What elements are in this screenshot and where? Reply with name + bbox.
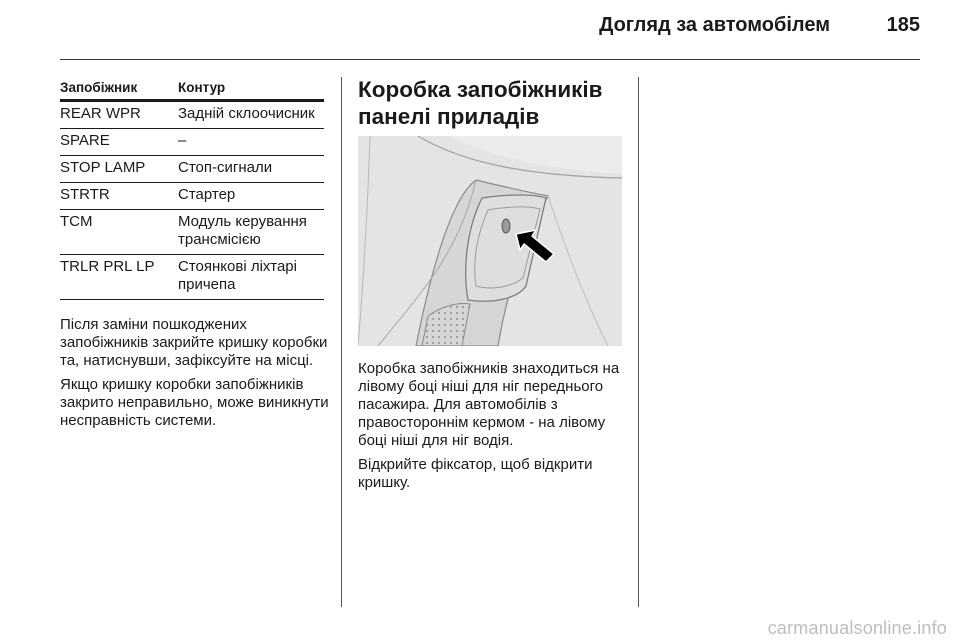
circuit-name: Стоп-сигнали (178, 159, 273, 176)
fuse-table (60, 78, 324, 300)
fuse-code: STRTR (60, 186, 110, 203)
paragraph-open-latch: Відкрийте фіксатор, щоб відкрити кришку. (358, 456, 593, 491)
paragraph-close-cover: Після заміни пошкоджених запобіжників закрийте кришку коробки та, натиснувши, зафіксуйте на місці. (60, 316, 328, 369)
section-body (358, 360, 628, 498)
table-row (60, 183, 324, 210)
section-heading: Коробка запобіжників панелі приладів (358, 77, 603, 129)
circuit-name: Стоянкові ліхтарі причепа (178, 258, 297, 293)
watermark: carmanualsonline.info (767, 618, 947, 638)
table-header-fuse: Запобіжник (60, 80, 138, 95)
table-row (60, 129, 324, 156)
column-divider-left (341, 77, 342, 607)
circuit-name: – (178, 132, 187, 149)
circuit-name: Модуль керування трансмісією (178, 213, 307, 248)
left-column-text (60, 316, 330, 436)
fuse-code: SPARE (60, 132, 110, 149)
header-rule (60, 59, 920, 60)
paragraph-cover-warning: Якщо кришку коробки запобіжників закрито неправильно, може виникнути несправність системи. (60, 376, 329, 429)
running-header-title: Догляд за автомобілем (599, 14, 830, 36)
fuse-code: STOP LAMP (60, 159, 146, 176)
page-number: 185 (886, 14, 920, 36)
table-header-circuit: Контур (178, 80, 226, 95)
table-row (60, 102, 324, 129)
paragraph-location: Коробка запобіжників знаходиться на лівому боці ніші для ніг переднього пасажира. Для автомобілів з правостороннім кермом - на лівому боці ніші для ніг водія. (358, 360, 620, 449)
fuse-code: TRLR PRL LP (60, 258, 155, 275)
table-row (60, 255, 324, 300)
circuit-name: Задній склоочисник (178, 105, 315, 122)
fuse-code: REAR WPR (60, 105, 141, 122)
table-header-row (60, 78, 324, 102)
circuit-name: Стартер (178, 186, 236, 203)
fuse-box-illustration (358, 136, 622, 346)
table-row (60, 156, 324, 183)
table-row (60, 210, 324, 255)
fuse-code: TCM (60, 213, 93, 230)
column-divider-right (638, 77, 639, 607)
